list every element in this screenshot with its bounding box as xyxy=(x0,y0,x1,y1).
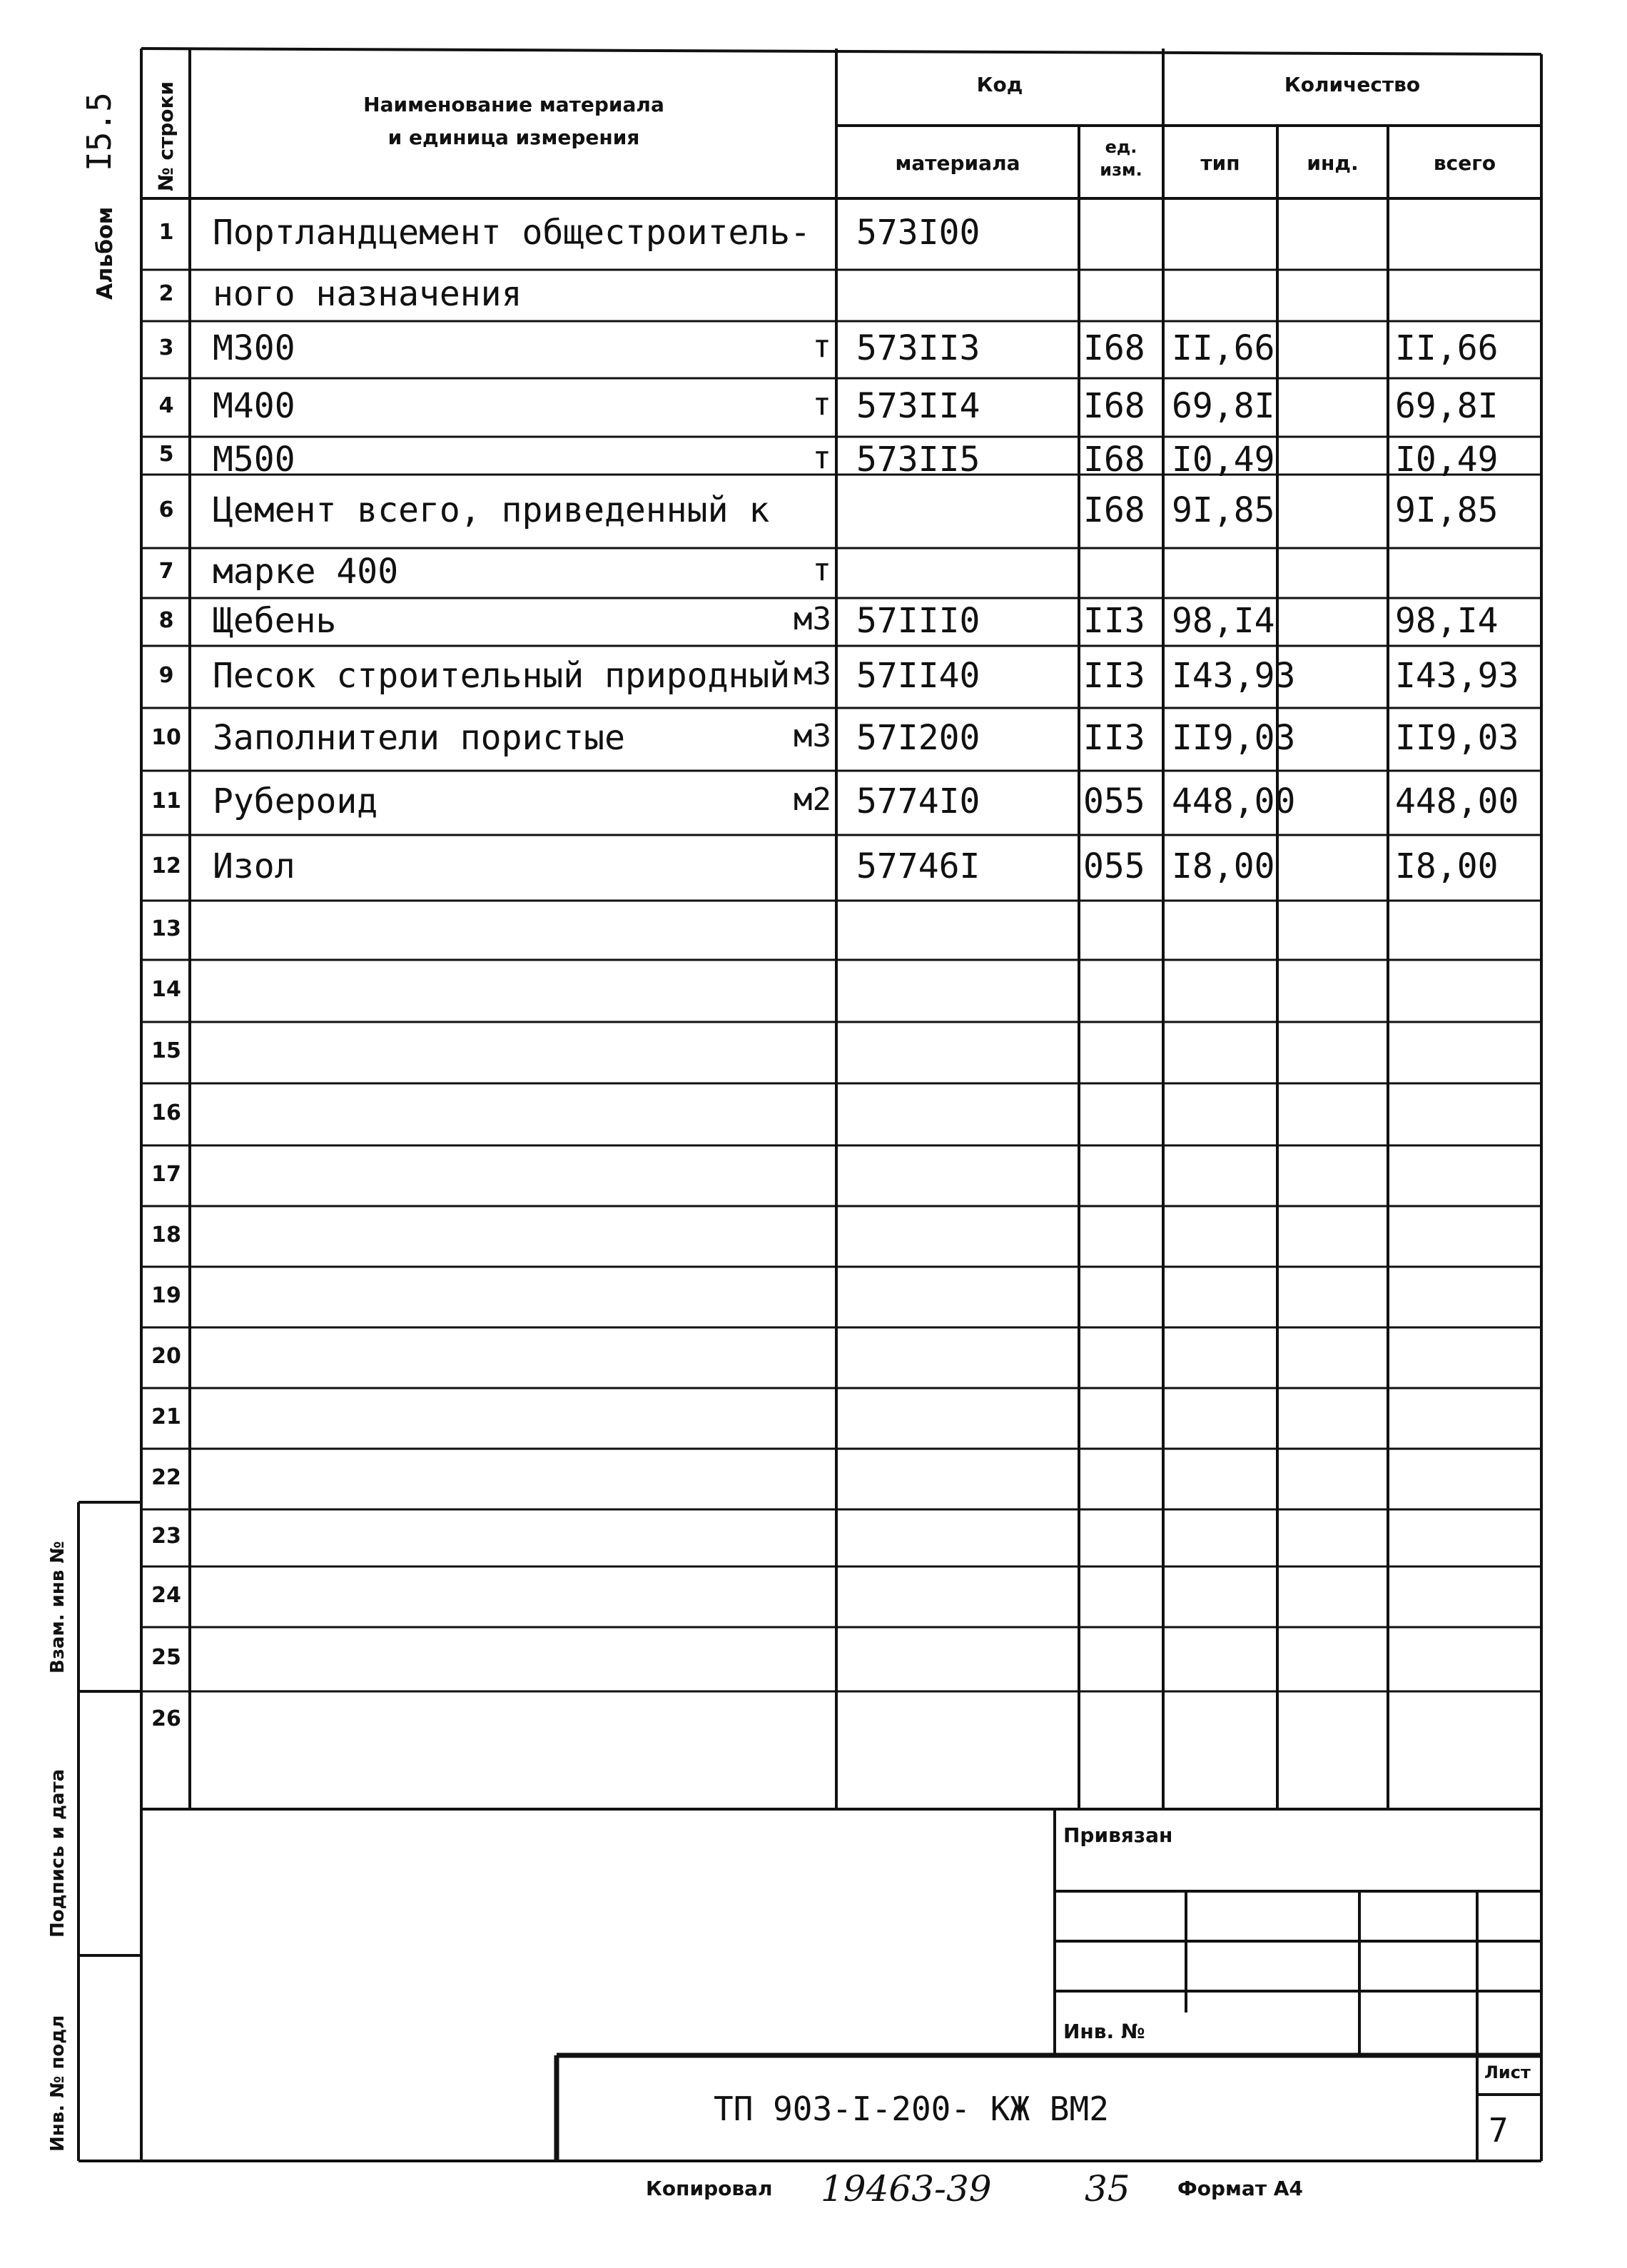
unit-code: I68 xyxy=(1083,328,1145,368)
material-code: 57I200 xyxy=(856,718,980,758)
row-number: 20 xyxy=(151,1343,181,1369)
material-unit: м2 xyxy=(794,781,831,818)
row-number: 15 xyxy=(151,1038,181,1063)
quantity-tip: I0,49 xyxy=(1172,440,1275,480)
quantity-tip: II9,03 xyxy=(1172,718,1296,758)
material-unit: т xyxy=(812,440,831,476)
quantity-tip: I43,93 xyxy=(1172,655,1296,696)
material-code: 573II4 xyxy=(856,386,980,426)
row-number: 16 xyxy=(151,1100,181,1125)
row-number: 10 xyxy=(151,725,181,750)
privyazan-label: Привязан xyxy=(1063,1823,1173,1847)
quantity-total: I8,00 xyxy=(1395,846,1499,886)
unit-code: 055 xyxy=(1083,781,1145,821)
format-label: Формат А4 xyxy=(1177,2177,1303,2200)
podpis-data-label: Подпись и дата xyxy=(47,1768,69,1938)
row-number: 3 xyxy=(158,335,174,360)
row-number: 13 xyxy=(151,916,181,941)
material-name: Заполнители пористые xyxy=(213,718,625,758)
quantity-tip: 448,00 xyxy=(1172,781,1296,821)
album-number: I5.5 xyxy=(80,92,118,171)
header-ind: инд. xyxy=(1307,151,1359,175)
row-number: 21 xyxy=(151,1404,181,1429)
list-label: Лист xyxy=(1484,2062,1531,2082)
material-code: 573II5 xyxy=(856,440,980,480)
unit-code: II3 xyxy=(1083,601,1145,641)
header-code: Код xyxy=(976,73,1023,96)
inv-podl-label: Инв. № подл xyxy=(47,2015,69,2152)
quantity-tip: I8,00 xyxy=(1172,846,1275,886)
header-row-no: № строки xyxy=(154,81,178,191)
quantity-tip: II,66 xyxy=(1172,328,1275,368)
row-number: 2 xyxy=(158,281,174,306)
row-number: 25 xyxy=(151,1645,181,1670)
unit-code: I68 xyxy=(1083,440,1145,480)
material-name: Цемент всего, приведенный к xyxy=(213,490,770,530)
inv-no-label: Инв. № xyxy=(1063,2020,1145,2043)
row-number: 18 xyxy=(151,1222,181,1247)
material-name: марке 400 xyxy=(213,552,399,592)
row-number: 11 xyxy=(151,789,181,814)
order-number: 19463-39 xyxy=(821,2168,992,2209)
row-number: 24 xyxy=(151,1582,181,1608)
material-code: 57III0 xyxy=(856,601,980,641)
row-number: 5 xyxy=(158,441,174,467)
row-number: 23 xyxy=(151,1524,181,1549)
row-number: 9 xyxy=(158,662,174,688)
quantity-total: II9,03 xyxy=(1395,718,1519,758)
unit-code: 055 xyxy=(1083,846,1145,886)
row-number: 19 xyxy=(151,1282,181,1308)
header-unit-line2: изм. xyxy=(1100,160,1142,180)
row-number: 6 xyxy=(158,497,174,522)
header-material: материала xyxy=(895,151,1020,175)
quantity-tip: 98,I4 xyxy=(1172,601,1275,641)
quantity-total: I43,93 xyxy=(1395,655,1519,696)
material-name: ного назначения xyxy=(213,274,522,314)
material-name: М400 xyxy=(213,386,295,426)
header-tip: тип xyxy=(1200,151,1240,175)
material-code: 5774I0 xyxy=(856,781,980,821)
material-unit: м3 xyxy=(794,718,831,754)
material-name: Изол xyxy=(213,846,295,886)
material-name: Щебень xyxy=(213,601,337,641)
row-number: 17 xyxy=(151,1161,181,1187)
unit-code: II3 xyxy=(1083,718,1145,758)
row-number: 14 xyxy=(151,976,181,1002)
header-quantity: Количество xyxy=(1284,73,1421,96)
document-code: ТП 903-I-200- КЖ ВМ2 xyxy=(714,2090,1109,2128)
page-number: 35 xyxy=(1085,2168,1130,2209)
album-label: Альбом xyxy=(93,206,118,300)
material-unit: м3 xyxy=(794,601,831,637)
material-unit: т xyxy=(812,386,831,422)
material-unit: м3 xyxy=(794,655,831,692)
quantity-tip: 69,8I xyxy=(1172,386,1275,426)
material-code: 573I00 xyxy=(856,213,980,253)
copied-label: Копировал xyxy=(646,2177,773,2200)
material-name: Портландцемент общестроитель- xyxy=(213,213,811,253)
material-name: М500 xyxy=(213,440,295,480)
material-code: 573II3 xyxy=(856,328,980,368)
list-number: 7 xyxy=(1489,2111,1509,2150)
unit-code: II3 xyxy=(1083,655,1145,696)
row-number: 4 xyxy=(158,393,174,418)
header-name-line1: Наименование материала xyxy=(363,93,664,116)
row-number: 8 xyxy=(158,607,174,633)
header-unit-line1: ед. xyxy=(1105,137,1137,157)
quantity-total: 98,I4 xyxy=(1395,601,1499,641)
unit-code: I68 xyxy=(1083,386,1145,426)
row-number: 12 xyxy=(151,854,181,879)
material-name: Песок строительный природный xyxy=(213,655,791,696)
vzam-inv-label: Взам. инв № xyxy=(47,1541,69,1674)
quantity-total: I0,49 xyxy=(1395,440,1499,480)
quantity-tip: 9I,85 xyxy=(1172,490,1275,530)
material-unit: т xyxy=(812,328,831,365)
quantity-total: 69,8I xyxy=(1395,386,1499,426)
quantity-total: 448,00 xyxy=(1395,781,1519,821)
unit-code: I68 xyxy=(1083,490,1145,530)
row-number: 26 xyxy=(151,1706,181,1731)
material-unit: т xyxy=(812,552,831,588)
row-number: 22 xyxy=(151,1464,181,1490)
row-number: 1 xyxy=(158,220,174,245)
material-code: 57II40 xyxy=(856,655,980,696)
material-code: 57746I xyxy=(856,846,980,886)
header-name-line2: и единица измерения xyxy=(387,126,640,149)
quantity-total: II,66 xyxy=(1395,328,1499,368)
quantity-total: 9I,85 xyxy=(1395,490,1499,530)
header-total: всего xyxy=(1433,151,1496,175)
material-name: Рубероид xyxy=(213,781,378,821)
material-name: М300 xyxy=(213,328,295,368)
row-number: 7 xyxy=(158,559,174,584)
